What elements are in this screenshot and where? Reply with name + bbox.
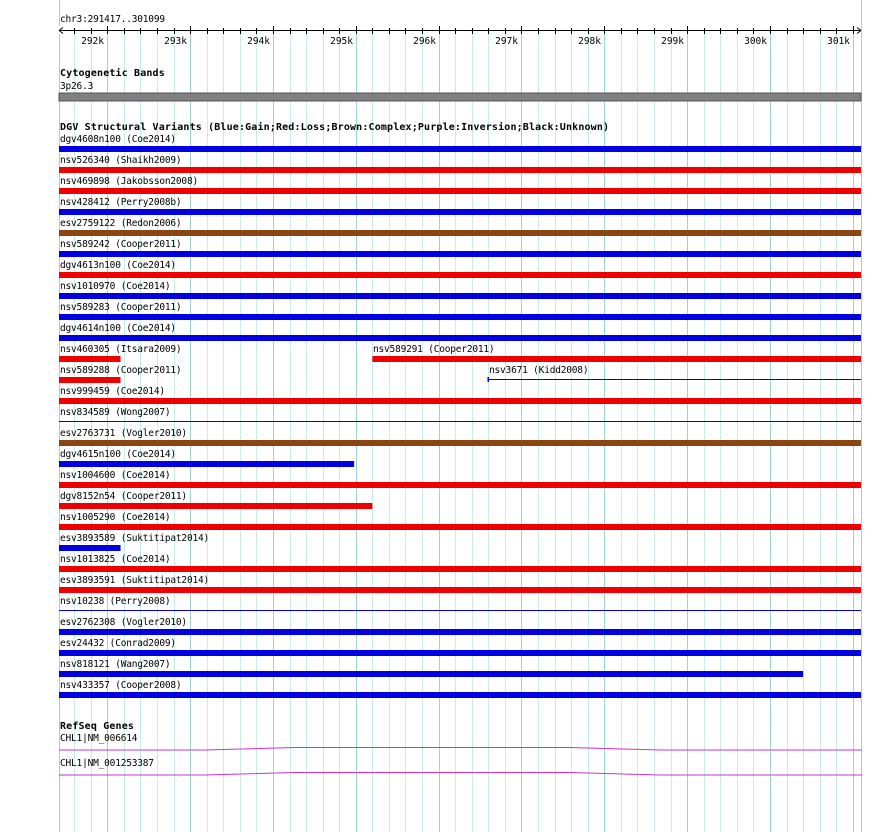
cytogenetic-track-title: Cytogenetic Bands [60, 68, 165, 79]
variant-feature-bar[interactable] [59, 293, 861, 299]
variant-feature-bar[interactable] [372, 356, 861, 362]
variant-feature-label[interactable]: nsv834589 (Wong2007) [60, 407, 171, 418]
variant-feature-bar[interactable] [59, 566, 861, 572]
gene-label[interactable]: CHL1|NM_001253387 [60, 758, 154, 769]
variant-feature-label[interactable]: dgv4614n100 (Coe2014) [60, 323, 176, 334]
variant-feature-bar[interactable] [59, 230, 861, 236]
variant-feature-bar[interactable] [59, 272, 861, 278]
variant-feature-label[interactable]: dgv4613n100 (Coe2014) [60, 260, 176, 271]
cytoband-bar[interactable] [59, 93, 861, 101]
variant-feature-label[interactable]: nsv10238 (Perry2008) [60, 596, 171, 607]
variant-feature-label[interactable]: nsv1005290 (Coe2014) [60, 512, 171, 523]
cytoband-label: 3p26.3 [60, 81, 94, 92]
variant-feature-label[interactable]: nsv460305 (Itsara2009) [60, 344, 182, 355]
gene-intron-line[interactable] [59, 748, 862, 751]
variant-feature-bar[interactable] [59, 377, 121, 383]
variant-feature-bar[interactable] [59, 167, 861, 173]
variant-feature-label[interactable]: esv24432 (Conrad2009) [60, 638, 176, 649]
ruler-tick-label: 295k [330, 36, 353, 47]
variant-feature-label[interactable]: nsv433357 (Cooper2008) [60, 680, 182, 691]
variant-feature-bar[interactable] [59, 146, 861, 152]
variant-feature-bar[interactable] [59, 587, 861, 593]
variant-feature-label[interactable]: dgv8152n54 (Cooper2011) [60, 491, 187, 502]
variant-feature-label[interactable]: esv3893589 (Suktitipat2014) [60, 533, 210, 544]
variant-feature-bar[interactable] [59, 188, 861, 194]
variant-feature-bar[interactable] [59, 335, 861, 341]
variant-feature-label[interactable]: nsv3671 (Kidd2008) [489, 365, 589, 376]
variant-feature-label[interactable]: nsv1010970 (Coe2014) [60, 281, 171, 292]
variant-feature-bar[interactable] [59, 482, 861, 488]
ruler-tick-label: 301k [827, 36, 850, 47]
gene-label[interactable]: CHL1|NM_006614 [60, 733, 138, 744]
variant-feature-label[interactable]: nsv1013825 (Coe2014) [60, 554, 171, 565]
variant-feature-label[interactable]: nsv818121 (Wang2007) [60, 659, 171, 670]
variant-feature-bar[interactable] [59, 251, 861, 257]
variant-feature-label[interactable]: nsv589242 (Cooper2011) [60, 239, 182, 250]
variant-feature-label[interactable]: esv2762308 (Vogler2010) [60, 617, 187, 628]
variant-feature-bar[interactable] [59, 610, 861, 611]
variant-feature-bar[interactable] [59, 461, 354, 467]
variant-feature-label[interactable]: nsv589291 (Cooper2011) [373, 344, 495, 355]
ruler-tick-label: 298k [578, 36, 601, 47]
variant-feature-label[interactable]: esv2759122 (Redon2006) [60, 218, 182, 229]
variant-feature-label[interactable]: nsv428412 (Perry2008b) [60, 197, 182, 208]
variant-feature-bar[interactable] [59, 314, 861, 320]
ruler-tick-label: 296k [413, 36, 436, 47]
variant-feature-bar[interactable] [59, 440, 861, 446]
dgv-track-title: DGV Structural Variants (Blue:Gain;Red:Loss;Brown:Complex;Purple:Inversion;Black:Unknown) [60, 122, 610, 133]
variant-feature-bar[interactable] [59, 421, 861, 422]
variant-feature-bar[interactable] [59, 209, 861, 215]
variant-feature-bar[interactable] [59, 356, 121, 362]
ruler-tick-label: 299k [661, 36, 684, 47]
variant-feature-label[interactable]: nsv999459 (Coe2014) [60, 386, 165, 397]
gene-intron-line[interactable] [59, 773, 862, 776]
variant-feature-label[interactable]: nsv469898 (Jakobsson2008) [60, 176, 198, 187]
refseq-track-title: RefSeq Genes [60, 721, 135, 732]
variant-feature-bar[interactable] [59, 524, 861, 530]
ruler-tick-label: 292k [81, 36, 104, 47]
variant-feature-bar[interactable] [59, 692, 861, 698]
ruler-tick-label: 293k [164, 36, 187, 47]
variant-feature-label[interactable]: nsv589288 (Cooper2011) [60, 365, 182, 376]
location-label: chr3:291417..301099 [60, 14, 165, 25]
gene-features [59, 748, 862, 776]
variant-feature-label[interactable]: dgv4615n100 (Coe2014) [60, 449, 176, 460]
ruler-tick-label: 294k [247, 36, 270, 47]
variant-feature-bar[interactable] [59, 545, 121, 551]
variant-feature-label[interactable]: nsv1004600 (Coe2014) [60, 470, 171, 481]
variant-feature-bar[interactable] [59, 629, 861, 635]
variant-feature-label[interactable]: nsv589283 (Cooper2011) [60, 302, 182, 313]
variant-feature-end-tick [488, 377, 490, 382]
variant-feature-bar[interactable] [59, 671, 803, 677]
variant-feature-label[interactable]: esv3893591 (Suktitipat2014) [60, 575, 210, 586]
variant-feature-label[interactable]: dgv4608n100 (Coe2014) [60, 134, 176, 145]
variant-feature-label[interactable]: esv2763731 (Vogler2010) [60, 428, 187, 439]
variant-feature-bar[interactable] [59, 650, 861, 656]
variant-feature-bar[interactable] [59, 503, 372, 509]
ruler-tick-label: 300k [744, 36, 767, 47]
variant-feature-bar[interactable] [488, 379, 861, 380]
coordinate-ruler [59, 26, 861, 34]
ruler-tick-label: 297k [495, 36, 518, 47]
variant-feature-label[interactable]: nsv526340 (Shaikh2009) [60, 155, 182, 166]
variant-feature-bar[interactable] [59, 398, 861, 404]
